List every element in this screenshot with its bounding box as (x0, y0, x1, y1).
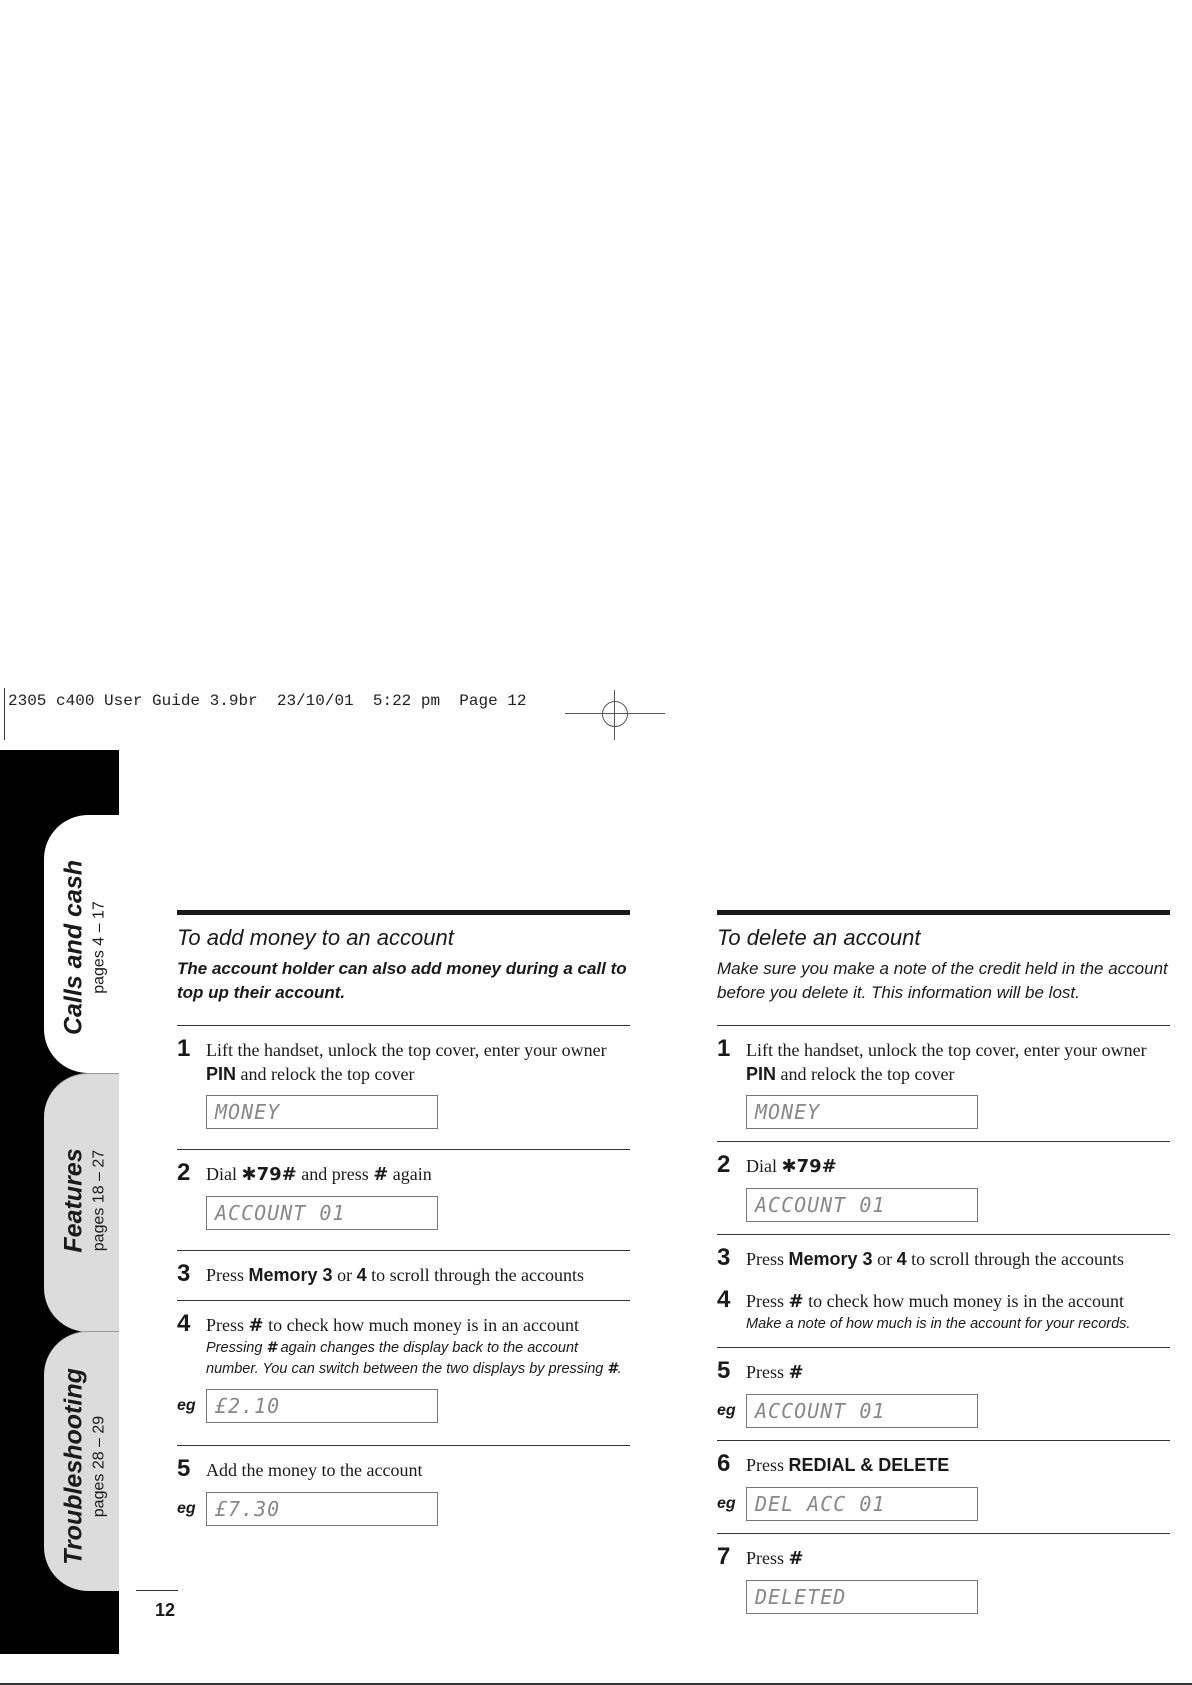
step-note: Pressing # again changes the display back to the account number. You can switch between the two displays by pressing #. (206, 1340, 622, 1377)
tab-pages: pages 18 – 27 (90, 1149, 108, 1252)
registration-mark (602, 701, 628, 727)
eg-label: eg (717, 1402, 736, 1419)
step-number: 4 (177, 1310, 191, 1337)
delete-account-section (717, 910, 1170, 1626)
step-number: 3 (177, 1260, 191, 1287)
eg-label: eg (717, 1495, 736, 1512)
tab-label-group (60, 853, 109, 1043)
lcd-display: ACCOUNT 01 (206, 1196, 438, 1230)
step-number: 1 (177, 1035, 191, 1062)
step-number: 3 (717, 1244, 731, 1271)
step-6 (717, 1440, 1170, 1533)
step-number: 1 (717, 1035, 731, 1062)
lcd-display: MONEY (746, 1095, 978, 1129)
step-text: Press # to check how much money is in the account (746, 1291, 1125, 1312)
step-text: Lift the handset, unlock the top cover, enter your owner PIN and relock the top cover (206, 1040, 607, 1084)
lcd-display: ACCOUNT 01 (746, 1394, 978, 1428)
step-text: Press # (746, 1548, 804, 1569)
tab-title: Features (59, 1148, 88, 1253)
lcd-display: DEL ACC 01 (746, 1487, 978, 1521)
print-slug: 2305 c400 User Guide 3.9br 23/10/01 5:22 pm Page 12 (8, 692, 527, 710)
step-text: Press # (746, 1362, 804, 1383)
tab-pages: pages 4 – 17 (90, 901, 108, 994)
step-5 (177, 1445, 630, 1538)
tab-label-group (60, 1352, 109, 1582)
step-3 (177, 1250, 630, 1300)
step-1 (177, 1025, 630, 1141)
step-text: Dial ✱79# and press # again (206, 1164, 432, 1185)
tab-title: Troubleshooting (59, 1368, 88, 1565)
section-title: To add money to an account (177, 925, 454, 950)
step-text: Lift the handset, unlock the top cover, enter your owner PIN and relock the top cover (746, 1040, 1147, 1084)
eg-label: eg (177, 1500, 196, 1517)
tab-features[interactable] (44, 1073, 119, 1332)
page-number-rule (136, 1590, 178, 1591)
lcd-display: £2.10 (206, 1389, 438, 1423)
tab-calls-and-cash[interactable] (44, 815, 119, 1073)
step-note: Make a note of how much is in the account for your records. (746, 1316, 1131, 1332)
step-3 (717, 1234, 1170, 1280)
lcd-display: DELETED (746, 1580, 978, 1614)
lcd-display: MONEY (206, 1095, 438, 1129)
step-2 (177, 1149, 630, 1242)
step-text: Add the money to the account (206, 1460, 423, 1480)
step-7 (717, 1533, 1170, 1626)
step-text: Press REDIAL & DELETE (746, 1455, 950, 1475)
step-4 (717, 1280, 1170, 1347)
step-number: 2 (717, 1151, 731, 1178)
lcd-display: £7.30 (206, 1492, 438, 1526)
step-text: Press # to check how much money is in an account (206, 1315, 580, 1336)
add-money-section (177, 910, 630, 1538)
section-rule (177, 910, 630, 915)
step-text: Dial ✱79# (746, 1156, 837, 1177)
step-5 (717, 1347, 1170, 1440)
step-number: 5 (717, 1357, 731, 1384)
eg-label: eg (177, 1397, 196, 1414)
section-rule (717, 910, 1170, 915)
step-number: 5 (177, 1455, 191, 1482)
step-number: 4 (717, 1286, 731, 1313)
step-number: 7 (717, 1543, 731, 1570)
step-text: Press Memory 3 or 4 to scroll through the accounts (746, 1249, 1125, 1269)
tab-troubleshooting[interactable] (44, 1331, 119, 1591)
lcd-display: ACCOUNT 01 (746, 1188, 978, 1222)
slug-rule (4, 688, 5, 740)
section-intro: The account holder can also add money during a call to top up their account. (177, 959, 627, 1002)
step-number: 6 (717, 1450, 731, 1477)
tab-pages: pages 28 – 29 (90, 1415, 108, 1518)
section-intro: Make sure you make a note of the credit held in the account before you delete it. This information will be lost. (717, 959, 1168, 1002)
step-number: 2 (177, 1159, 191, 1186)
tab-label-group (60, 1106, 109, 1296)
step-4 (177, 1300, 630, 1435)
page-number: 12 (155, 1600, 176, 1620)
step-1 (717, 1025, 1170, 1141)
step-2 (717, 1141, 1170, 1234)
step-text: Press Memory 3 or 4 to scroll through the accounts (206, 1265, 585, 1285)
tab-title: Calls and cash (59, 859, 88, 1036)
section-title: To delete an account (717, 925, 921, 950)
